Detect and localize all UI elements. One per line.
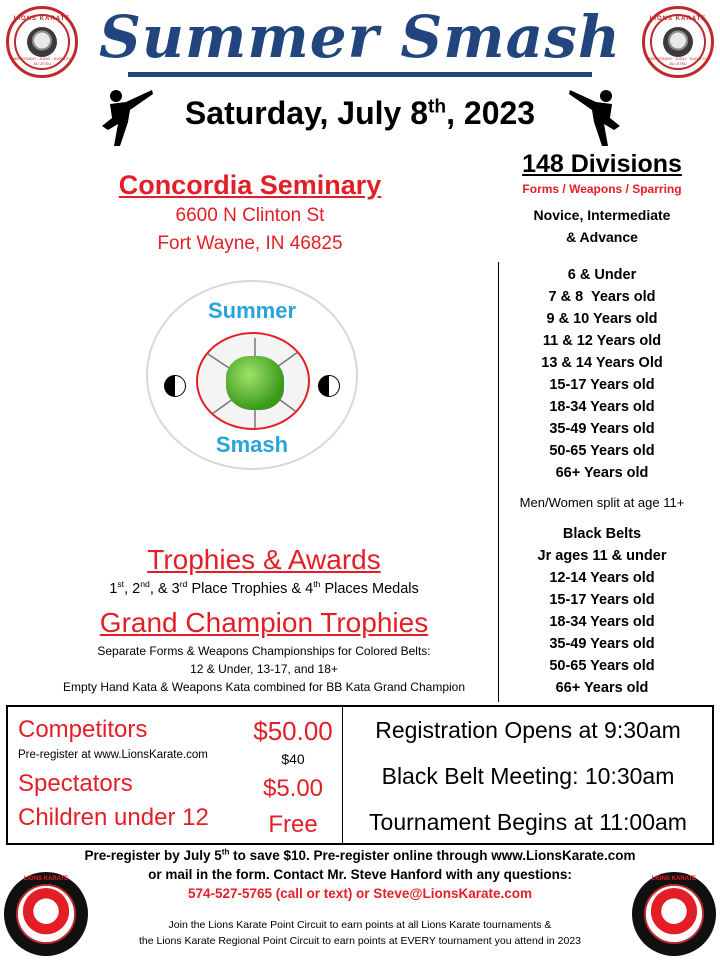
- yin-yang-icon: [164, 375, 186, 397]
- list-item: 35-49 Years old: [549, 636, 655, 652]
- event-date: Saturday, July 8th, 2023: [184, 95, 536, 131]
- fist-icon: [196, 332, 310, 430]
- venue-street: 6600 N Clinton St: [175, 205, 325, 226]
- column-divider: [498, 262, 499, 702]
- list-item: Black Belts: [562, 526, 642, 542]
- tournament-time: Tournament Begins at 11:00am: [369, 809, 687, 835]
- divisions-levels: Novice, Intermediate & Advance: [533, 207, 671, 245]
- spectators-label: Spectators: [18, 770, 133, 797]
- trophies-line: 1st, 2nd, & 3rd Place Trophies & 4th Places Medals: [109, 579, 419, 597]
- fees-schedule-box: [6, 705, 714, 845]
- meeting-time: Black Belt Meeting: 10:30am: [381, 763, 675, 789]
- list-item: 66+ Years old: [555, 680, 649, 696]
- list-item: 18-34 Years old: [549, 614, 655, 630]
- lion-icon: [18, 886, 74, 942]
- footer: [80, 846, 640, 949]
- list-item: 50-65 Years old: [549, 443, 655, 459]
- list-item: 35-49 Years old: [549, 421, 655, 437]
- circuit-note: Join the Lions Karate Point Circuit to earn points at all Lions Karate tournaments & the Lions Karate Regional Point Circuit to earn points at EVERY tournament you attend in 2023: [138, 919, 582, 947]
- list-item: 11 & 12 Years old: [542, 333, 662, 349]
- contact-info: 574-527-5765 (call or text) or Steve@LionsKarate.com: [187, 886, 533, 901]
- venue: [40, 168, 460, 258]
- summer-smash-emblem: [146, 280, 358, 470]
- competitors-label: Competitors: [18, 716, 148, 743]
- spectators-price: $5.00: [262, 775, 324, 802]
- competitors-price: $50.00: [253, 716, 333, 746]
- point-circuit-logo-left: LIONS KARATE: [4, 872, 88, 956]
- age-divisions-list: [500, 264, 704, 484]
- grand-champion-line: Empty Hand Kata & Weapons Kata combined for BB Kata Grand Champion: [63, 680, 465, 694]
- point-circuit-logo-right: LIONS KARATE: [632, 872, 716, 956]
- list-item: 50-65 Years old: [549, 658, 655, 674]
- preregister-note: Pre-register at www.LionsKarate.com: [18, 749, 208, 761]
- list-item: 66+ Years old: [555, 465, 649, 481]
- fee-prices: [246, 715, 340, 843]
- list-item: 6 & Under: [567, 267, 637, 283]
- venue-name: Concordia Seminary: [118, 170, 382, 200]
- emblem-top-text: Summer: [207, 298, 297, 323]
- registration-time: Registration Opens at 9:30am: [375, 717, 681, 743]
- venue-city: Fort Wayne, IN 46825: [157, 233, 343, 254]
- divisions-subtitle: Forms / Weapons / Sparring: [522, 182, 682, 196]
- grand-champion-title: Grand Champion Trophies: [99, 607, 429, 638]
- divisions-title: 148 Divisions: [522, 150, 682, 178]
- contact-line: or mail in the form. Contact Mr. Steve Hanford with any questions:: [148, 867, 572, 882]
- grand-champion-line: 12 & Under, 13-17, and 18+: [190, 662, 338, 676]
- list-item: 13 & 14 Years Old: [541, 355, 663, 371]
- list-item: 7 & 8 Years old: [548, 289, 656, 305]
- yin-yang-icon: [318, 375, 340, 397]
- lions-karate-logo-right: LIONS KARATE TAEKWONDO · JUDO · KUNG FU · JIU JITSU: [642, 6, 714, 78]
- children-price: Free: [268, 811, 318, 838]
- preregister-line: Pre-register by July 5th to save $10. Pre-register online through www.LionsKarate.com: [84, 847, 636, 863]
- lions-karate-logo-left: LIONS KARATE TAEKWONDO · JUDO · KUNG FU · JIU JITSU: [6, 6, 78, 78]
- trophies-section: [30, 542, 498, 696]
- title-underline: [128, 72, 592, 77]
- list-item: 18-34 Years old: [549, 399, 655, 415]
- list-item: 12-14 Years old: [549, 570, 655, 586]
- grand-champion-line: Separate Forms & Weapons Championships for Colored Belts:: [97, 644, 431, 658]
- fee-labels: [18, 715, 248, 833]
- emblem-bottom-text: Smash: [215, 432, 289, 457]
- lion-icon: [646, 886, 702, 942]
- list-item: 9 & 10 Years old: [546, 311, 658, 327]
- trophies-title: Trophies & Awards: [147, 544, 381, 575]
- split-note: Men/Women split at age 11+: [519, 495, 685, 510]
- list-item: 15-17 Years old: [549, 377, 655, 393]
- lion-icon: [663, 27, 693, 57]
- preregister-price: $40: [281, 751, 305, 767]
- black-belt-divisions-list: [500, 523, 704, 699]
- box-divider: [342, 707, 343, 843]
- children-label: Children under 12: [18, 804, 209, 831]
- list-item: 15-17 Years old: [549, 592, 655, 608]
- lion-icon: [27, 27, 57, 57]
- list-item: Jr ages 11 & under: [537, 548, 667, 564]
- schedule: [344, 707, 712, 845]
- divisions-panel: [500, 148, 704, 248]
- event-title: Summer Smash: [98, 3, 622, 71]
